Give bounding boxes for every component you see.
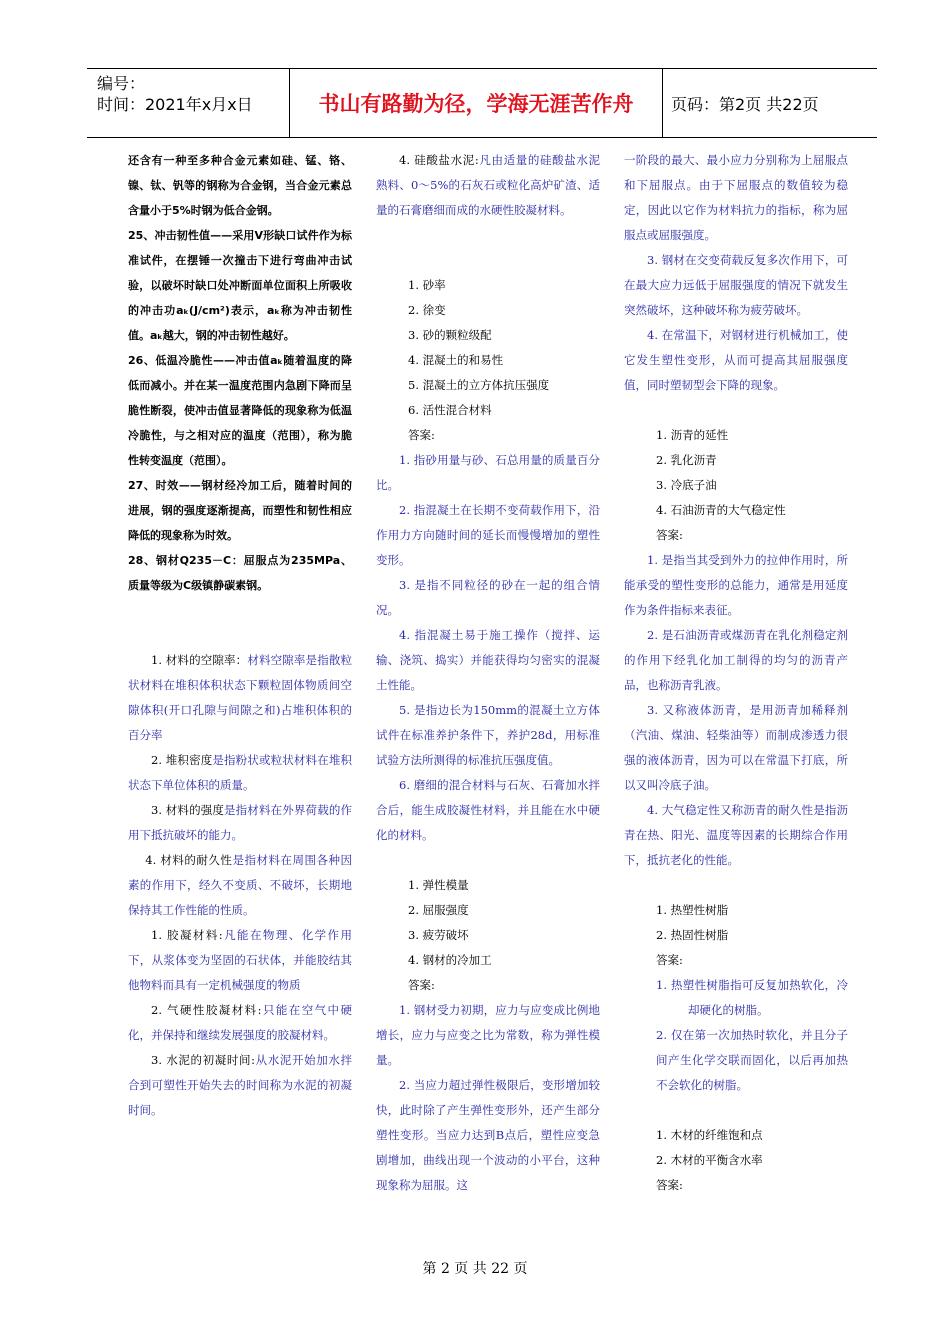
page-footer: 第 2 页 共 22 页 bbox=[422, 1261, 528, 1277]
paragraph: 26、低温冷脆性——冲击值aₖ随着温度的降低而减小。并在某一温度范围内急剧下降而呈脆性断裂，使冲击值显著降低的现象称为低温冷脆性，与之相对应的温度（范围），称为脆性转变温度（范围）。 bbox=[128, 354, 352, 467]
definition-text: 凡能在物理、化学作用下，从浆体变为坚固的石状体，并能胶结其他物料而具有一定机械强度的物质 bbox=[128, 928, 352, 992]
header-page-label: 页码：第2页 共22页 bbox=[671, 95, 819, 114]
definition-item bbox=[128, 923, 352, 998]
answer-label: 答案: bbox=[656, 1178, 683, 1192]
paragraph: 25、冲击韧性值——采用V形缺口试件作为标准试件，在摆锤一次撞击下进行弯曲冲击试验，以破坏时缺口处冲断面单位面积上所吸收的冲击功aₖ(J/cm²)表示，aₖ称为冲击韧性值。aₖ越大，钢的冲击韧性越好。 bbox=[128, 229, 352, 342]
term-list-item: 2. 屈服强度 bbox=[408, 903, 469, 917]
term-list-item: 4. 混凝土的和易性 bbox=[408, 353, 504, 367]
definition-text: 凡由适量的硅酸盐水泥熟料、0～5%的石灰石或粒化高炉矿渣、适量的石膏磨细而成的水硬性胶凝材料。 bbox=[376, 153, 600, 217]
definition-text: 材料空隙率是指散粒状材料在堆积体积状态下颗粒固体物质间空隙体积(开口孔隙与间隙之和)占堆积体积的百分率 bbox=[128, 653, 352, 742]
definition-text: 是指材料在外界荷载的作用下抵抗破坏的能力。 bbox=[128, 803, 352, 842]
definition-text: 是指粉状或粒状材料在堆积状态下单位体积的质量。 bbox=[128, 753, 352, 792]
time-label: 时间：2021年x月x日 bbox=[97, 95, 253, 114]
definition-text: 是指材料在周围各种因素的作用下，经久不变质、不破坏，长期地保持其工作性能的性质。 bbox=[128, 853, 352, 917]
term-list-item: 4. 石油沥青的大气稳定性 bbox=[656, 503, 786, 517]
term-list-item: 5. 混凝土的立方体抗压强度 bbox=[408, 378, 550, 392]
header-motto: 书山有路勤为径，学海无涯苦作舟 bbox=[289, 69, 663, 137]
term: 2. 堆积密度 bbox=[151, 753, 213, 767]
term: 1. 材料的空隙率： bbox=[151, 653, 248, 667]
answer-item: 4. 指混凝土易于施工操作（搅拌、运输、浇筑、捣实）并能获得均匀密实的混凝土性能。 bbox=[376, 628, 600, 692]
term-list-item: 1. 热塑性树脂 bbox=[656, 903, 729, 917]
term-list-item: 3. 砂的颗粒级配 bbox=[408, 328, 492, 342]
term: 3. 材料的强度 bbox=[151, 803, 225, 817]
answer-item: 2. 是石油沥青或煤沥青在乳化剂稳定剂的作用下经乳化加工制得的均匀的沥青产品，也称沥青乳液。 bbox=[624, 628, 848, 692]
term: 3. 水泥的初凝时间: bbox=[151, 1053, 255, 1067]
term: 1. 胶凝材料: bbox=[151, 928, 223, 942]
answer-item: 5. 是指边长为150mm的混凝土立方体试件在标准养护条件下，养护28d，用标准试验方法所测得的标准抗压强度值。 bbox=[376, 703, 600, 767]
answer-label: 答案: bbox=[408, 978, 435, 992]
answer-item: 1. 钢材受力初期，应力与应变成比例地增长，应力与应变之比为常数，称为弹性模量。 bbox=[376, 1003, 600, 1067]
paragraph: 27、时效——钢材经冷加工后，随着时间的进展，钢的强度逐渐提高，而塑性和韧性相应降低的现象称为时效。 bbox=[128, 479, 352, 542]
answer-item: 2. 指混凝土在长期不变荷载作用下，沿作用力方向随时间的延长而慢慢增加的塑性变形。 bbox=[376, 503, 600, 567]
term-list-item: 2. 徐变 bbox=[408, 303, 446, 317]
answer-label: 答案: bbox=[656, 528, 683, 542]
column-1 bbox=[128, 148, 352, 1123]
term-list-item: 2. 乳化沥青 bbox=[656, 453, 717, 467]
answer-label: 答案: bbox=[408, 428, 435, 442]
term-list-item: 3. 疲劳破坏 bbox=[408, 928, 469, 942]
term-list-item: 1. 沥青的延性 bbox=[656, 428, 729, 442]
term-list-item: 4. 钢材的冷加工 bbox=[408, 953, 492, 967]
answer-item: 1. 是指当其受到外力的拉伸作用时，所能承受的塑性变形的总能力，通常是用延度作为条件指标来表征。 bbox=[624, 553, 848, 617]
answer-item: 3. 是指不同粒径的砂在一起的组合情况。 bbox=[376, 578, 600, 617]
definition-text: 从水泥开始加水拌合到可塑性开始失去的时间称为水泥的初凝时间。 bbox=[128, 1053, 352, 1117]
term-list-item: 3. 冷底子油 bbox=[656, 478, 717, 492]
column-3 bbox=[624, 148, 848, 1198]
paragraph: 还含有一种至多种合金元素如硅、锰、铬、镍、钛、钒等的钢称为合金钢，当合金元素总含量小于5%时钢为低合金钢。 bbox=[128, 154, 352, 217]
definition-item bbox=[128, 848, 352, 923]
header-meta bbox=[97, 73, 253, 115]
answer-item: 3. 又称液体沥青，是用沥青加稀释剂（汽油、煤油、轻柴油等）而制成渗透力很强的液体沥青，因为可以在常温下打底，所以又叫冷底子油。 bbox=[624, 703, 848, 792]
answer-continuation: 一阶段的最大、最小应力分别称为上屈服点和下屈服点。由于下屈服点的数值较为稳定，因此以它作为材料抗力的指标，称为屈服点或屈服强度。 bbox=[624, 153, 848, 242]
term: 4. 材料的耐久性 bbox=[145, 853, 233, 867]
term-list-item: 1. 弹性模量 bbox=[408, 878, 469, 892]
term-list-item: 1. 木材的纤维饱和点 bbox=[656, 1128, 763, 1142]
answer-item: 6. 磨细的混合材料与石灰、石膏加水拌合后，能生成胶凝性材料，并且能在水中硬化的材料。 bbox=[376, 778, 600, 842]
term: 4. 硅酸盐水泥: bbox=[399, 153, 479, 167]
answer-item: 3. 钢材在交变荷载反复多次作用下，可在最大应力远低于屈服强度的情况下就发生突然破坏，这种破坏称为疲劳破坏。 bbox=[624, 253, 848, 317]
term-list-item: 6. 活性混合材料 bbox=[408, 403, 492, 417]
answer-item: 1. 热塑性树脂指可反复加热软化，冷却硬化的树脂。 bbox=[656, 978, 848, 1017]
answer-label: 答案: bbox=[656, 953, 683, 967]
term: 2. 气硬性胶凝材料: bbox=[151, 1003, 262, 1017]
column-2 bbox=[376, 148, 600, 1198]
answer-item: 2. 仅在第一次加热时软化，并且分子间产生化学交联而固化，以后再加热不会软化的树脂。 bbox=[656, 1028, 848, 1092]
definition-item bbox=[128, 1048, 352, 1123]
definition-item bbox=[376, 148, 600, 223]
definition-item bbox=[128, 748, 352, 798]
paragraph: 28、钢材Q235－C：屈服点为235MPa、质量等级为C级镇静碳素钢。 bbox=[128, 554, 352, 592]
definition-text: 只能在空气中硬化，并保持和继续发展强度的胶凝材料。 bbox=[128, 1003, 352, 1042]
answer-item: 2. 当应力超过弹性极限后，变形增加较快，此时除了产生弹性变形外，还产生部分塑性变形。当应力达到B点后，塑性应变急剧增加，曲线出现一个波动的小平台，这种现象称为屈服。这 bbox=[376, 1078, 600, 1192]
term-list-item: 1. 砂率 bbox=[408, 278, 446, 292]
definition-item bbox=[128, 648, 352, 748]
term-list-item: 2. 木材的平衡含水率 bbox=[656, 1153, 763, 1167]
answer-item: 4. 大气稳定性又称沥青的耐久性是指沥青在热、阳光、温度等因素的长期综合作用下，抵抗老化的性能。 bbox=[624, 803, 848, 867]
term-list-item: 2. 热固性树脂 bbox=[656, 928, 729, 942]
definition-item bbox=[128, 998, 352, 1048]
answer-item: 4. 在常温下，对钢材进行机械加工，使它发生塑性变形，从而可提高其屈服强度值，同时塑韧型会下降的现象。 bbox=[624, 328, 848, 392]
page-header bbox=[87, 68, 877, 138]
definition-item bbox=[128, 798, 352, 848]
answer-item: 1. 指砂用量与砂、石总用量的质量百分比。 bbox=[376, 453, 600, 492]
number-label: 编号： bbox=[97, 74, 146, 93]
